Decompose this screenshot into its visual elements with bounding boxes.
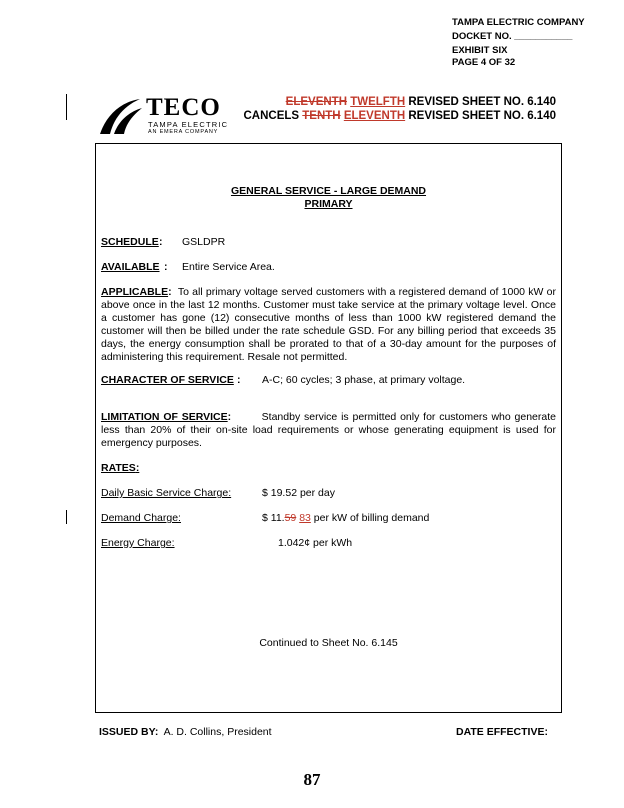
deleted-demand-rate: 59 (284, 512, 297, 524)
company-name: TAMPA ELECTRIC COMPANY (452, 17, 585, 28)
schedule-value: GSLDPR (182, 236, 226, 248)
applicable-text: To all primary voltage served customers with a registered demand of 1000 kW or above once in the last 12 months. Customer must take service at the primary voltage level. Once a customer has gone (12) consecutive months of less than 1000 kW registered demand the customer will then be billed under the rate schedule GSD. For any billing period that exceeds 35 days, the energy consumption shall be prorated to that of a 30-day amount for the purposes of administering this requirement. Resale not permitted. (101, 286, 556, 363)
tariff-subtitle: PRIMARY (304, 198, 353, 210)
applicable-paragraph: APPLICABLE: To all primary voltage served customers with a registered demand of 1000 kW or above once in the last 12 months. Customer must take service at the primary voltage level. Once a customer has gone (12) consecutive months of less than 1000 kW registered demand the customer will then be billed under the rate schedule GSD. For any billing period that exceeds 35 days, the energy consumption shall be prorated to that of a 30-day amount for the purposes of administering this requirement. Resale not permitted. (101, 286, 556, 363)
cancels-sheet-line (243, 110, 556, 122)
rates-label: RATES: (101, 462, 140, 474)
page-of-label: PAGE 4 OF 32 (452, 57, 516, 68)
cancels-sheet-suffix: REVISED SHEET NO. 6.140 (408, 110, 556, 122)
page-number: 87 (303, 770, 321, 789)
issued-by-label: ISSUED BY: (99, 726, 159, 738)
available-value: Entire Service Area. (182, 261, 275, 273)
inserted-revision: TWELFTH (350, 96, 406, 108)
logo-name: TECO (146, 94, 221, 121)
energy-charge-label: Energy Charge: (101, 537, 175, 549)
inserted-demand-rate: 83 (299, 512, 311, 524)
basic-charge-value: $ 19.52 per day (262, 487, 335, 499)
issued-by (99, 726, 272, 738)
revised-sheet-line (286, 96, 556, 108)
demand-charge-value: $ 11.59 83 per kW of billing demand (262, 512, 430, 524)
basic-charge-label: Daily Basic Service Charge: (101, 487, 232, 499)
logo-subtitle: AN EMERA COMPANY (148, 129, 219, 135)
logo-tagline: TAMPA ELECTRIC (148, 120, 229, 129)
cancels-prefix: CANCELS (243, 110, 300, 122)
exhibit-label: EXHIBIT SIX (452, 45, 508, 56)
limitation-paragraph: LIMITATION OF SERVICE: Standby service is permitted only for customers who generate less than 20% of their on-site load requirements or whose generating equipment is used for emergency purposes. (101, 411, 556, 449)
deleted-cancel-revision: TENTH (302, 110, 341, 122)
demand-charge-label: Demand Charge: (101, 512, 181, 524)
tariff-title: GENERAL SERVICE - LARGE DEMAND (230, 185, 427, 197)
tariff-sheet-frame: GENERAL SERVICE - LARGE DEMAND PRIMARY SCHEDULE : GSLDPR AVAILABLE : Entire Service Area. APPLICABLE: To all primary voltage served customers with a registered demand of 1000 kW or above once in the last 12 months. Customer must take service at the primary voltage level. Once a customer has gone (12) consecutive months of less than 1000 kW registered demand the customer will then be billed under the rate schedule GSD. For any billing period that exceeds 35 days, the energy consumption shall be prorated to that of a 30-day amount for the purposes of administering this requirement. Resale not permitted. CHARACTER OF SERVICE : A-C; 60 cycles; 3 phase, at primary voltage. LIMITATION OF SERVICE: Standby service is permitted only for customers who generate less than 20% of their on-site load requirements or whose generating equipment is used for emergency purposes. RATES: Daily Basic Service Charge: $ 19.52 per day Demand Charge: $ 11.59 83 per kW of billing demand Energy Charge: 1.042¢ per kWh Continued to Sheet No. 6.145 (95, 143, 562, 713)
docket-number: DOCKET NO. ___________ (452, 31, 573, 42)
revised-sheet-suffix: REVISED SHEET NO. 6.140 (408, 96, 556, 108)
limitation-label: LIMITATION OF SERVICE (101, 411, 228, 423)
character-label: CHARACTER OF SERVICE (101, 374, 234, 386)
schedule-label: SCHEDULE (101, 236, 159, 248)
limitation-text: Standby service is permitted only for customers who generate less than 20% of their on-site load requirements or whose generating equipment is used for emergency purposes. (101, 411, 556, 449)
demand-change-bar (66, 510, 67, 524)
inserted-cancel-revision: ELEVENTH (343, 110, 406, 122)
energy-charge-value: 1.042¢ per kWh (278, 537, 353, 549)
teco-swoosh-icon (94, 94, 144, 138)
continued-note: Continued to Sheet No. 6.145 (259, 637, 398, 649)
issued-by-value: A. D. Collins, President (163, 726, 272, 738)
deleted-revision: ELEVENTH (285, 96, 348, 108)
date-effective-label: DATE EFFECTIVE: (456, 726, 548, 738)
revision-change-bar (66, 94, 67, 120)
teco-logo (94, 94, 234, 138)
available-label: AVAILABLE (101, 261, 160, 273)
applicable-label: APPLICABLE (101, 286, 169, 298)
character-value: A-C; 60 cycles; 3 phase, at primary voltage. (262, 374, 466, 386)
